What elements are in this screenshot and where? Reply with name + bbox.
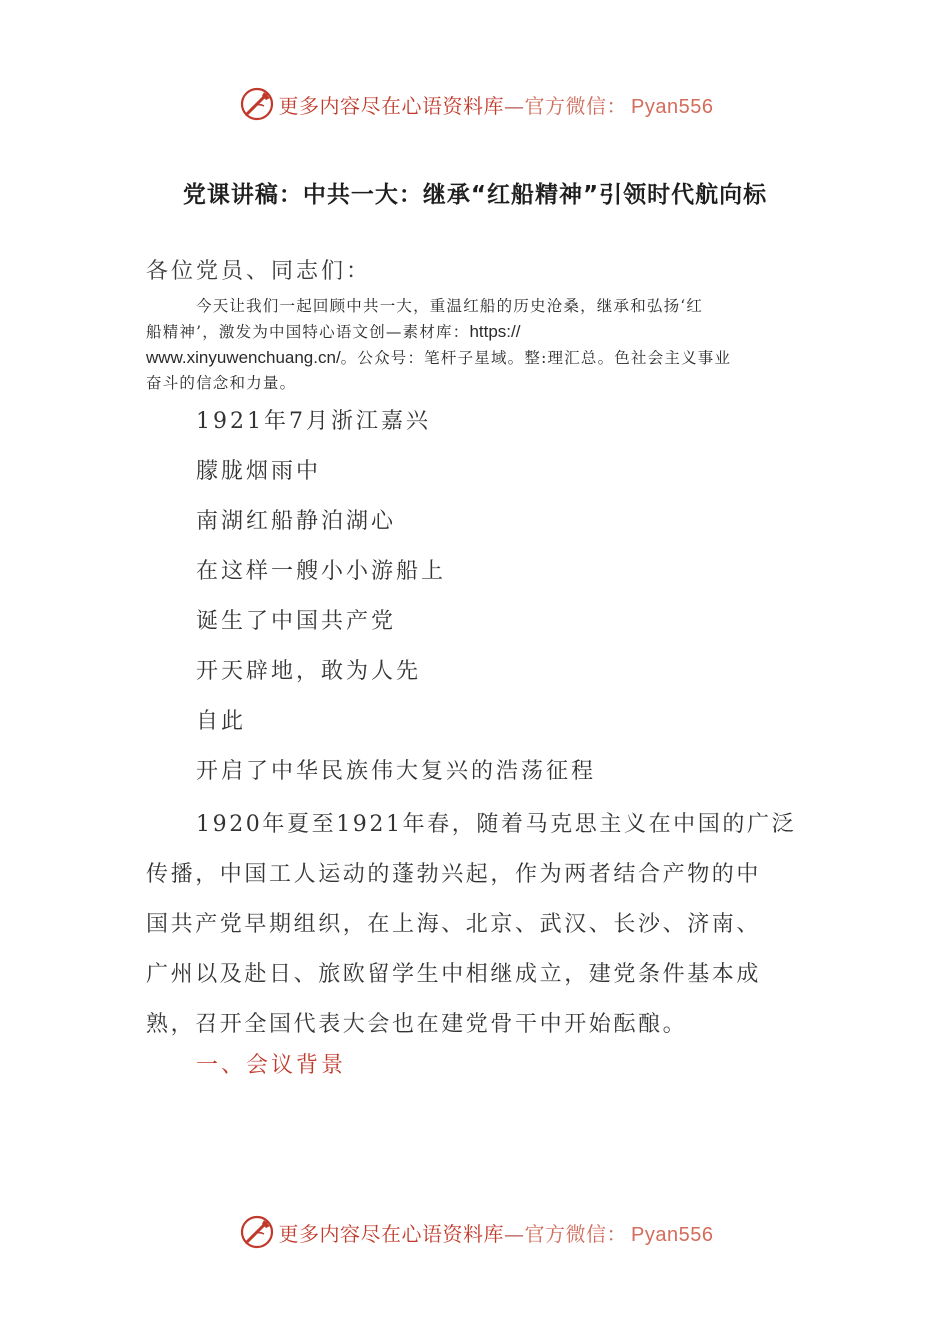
intro-link-part-2: www.xinyuwenchuang.cn/ [146, 348, 341, 367]
banner-wechat-label: 官方微信： [524, 1221, 628, 1246]
banner-wechat-id: Pyan556 [631, 1223, 714, 1246]
banner-dash: — [504, 93, 525, 118]
verse-line-1: 1921年7月浙江嘉兴 [196, 409, 431, 434]
verse-line-7: 自此 [196, 709, 247, 734]
verse-line-2: 朦胧烟雨中 [196, 459, 322, 484]
verse-line-8: 开启了中华民族伟大复兴的浩荡征程 [196, 759, 597, 784]
paragraph-line-1: 1920年夏至1921年春，随着马克思主义在中国的广泛 [196, 812, 797, 837]
paragraph-line-5: 熟，召开全国代表大会也在建党骨干中开始酝酿。 [146, 1012, 688, 1037]
intro-line-3: www.xinyuwenchuang.cn/。公众号：笔杆子星域。整:理汇总。色社会主义事业 [146, 348, 732, 367]
paragraph-line-3: 国共产党早期组织，在上海、北京、武汉、长沙、济南、 [146, 912, 762, 937]
verse-line-4: 在这样一艘小小游船上 [196, 559, 447, 584]
pen-logo-icon [237, 84, 277, 124]
intro-link-part-1: https:// [469, 322, 521, 341]
pen-logo-icon [237, 1212, 277, 1252]
history-paragraph [146, 800, 806, 1050]
document-title: 党课讲稿：中共一大：继承“红船精神”引领时代航向标 [182, 182, 768, 208]
verse-line-6: 开天辟地，敢为人先 [196, 659, 422, 684]
banner-text [279, 90, 714, 119]
banner-dash: — [504, 1221, 525, 1246]
banner-site-name: 更多内容尽在心语资料库 [278, 1221, 505, 1246]
header-banner [0, 82, 950, 126]
banner-wechat-label: 官方微信： [524, 93, 628, 118]
paragraph-line-2: 传播，中国工人运动的蓬勃兴起，作为两者结合产物的中 [146, 862, 762, 887]
paragraph-line-4: 广州以及赴日、旅欧留学生中相继成立，建党条件基本成 [146, 962, 762, 987]
banner-site-name: 更多内容尽在心语资料库 [278, 93, 505, 118]
verse-line-3: 南湖红船静泊湖心 [196, 509, 397, 534]
intro-line-1: 今天让我们一起回顾中共一大，重温红船的历史沧桑，继承和弘扬‘红 [196, 297, 704, 315]
section-heading: 一、会议背景 [196, 1053, 347, 1078]
intro-line-4: 奋斗的信念和力量。 [146, 374, 297, 392]
salutation: 各位党员、同志们： [146, 259, 372, 284]
intro-paragraph [146, 294, 802, 396]
banner-text [279, 1218, 714, 1247]
intro-line-2: 船精神’，激发为中国特心语文创—素材库：https:// [146, 322, 521, 341]
banner-wechat-id: Pyan556 [631, 95, 714, 118]
verse-line-5: 诞生了中国共产党 [196, 609, 397, 634]
footer-banner [0, 1210, 950, 1254]
